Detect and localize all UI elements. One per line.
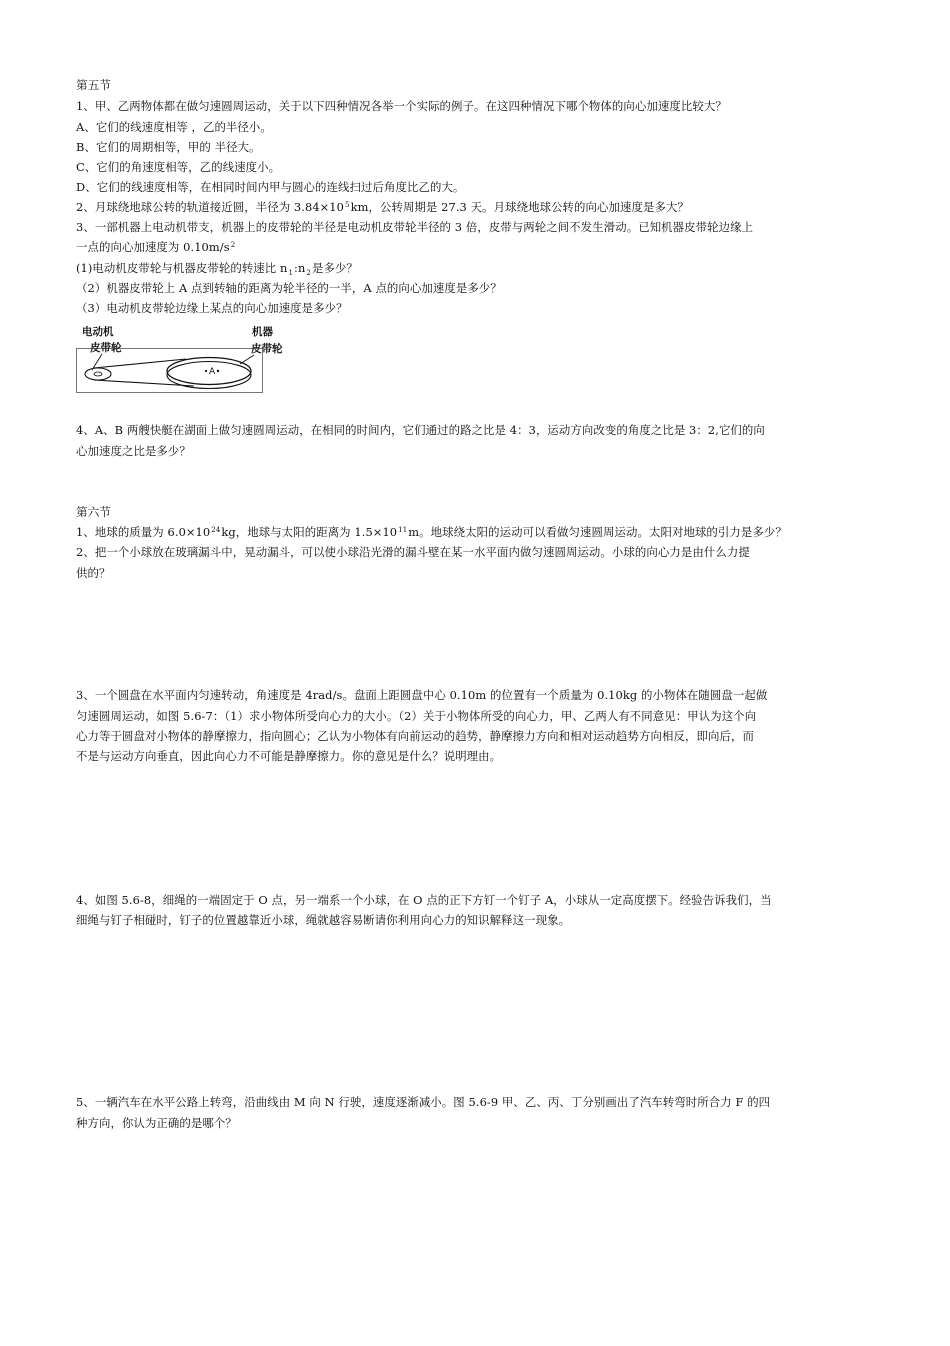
point-a-label: A	[209, 367, 216, 377]
question-5-3-subscript-2: 2	[306, 269, 311, 277]
question-5-2-exponent: 5	[345, 201, 350, 209]
question-5-3-line-2-text: 一点的向心加速度为 0.10m/s	[76, 240, 230, 254]
question-6-2-line-1: 2、把一个小球放在玻璃漏斗中，晃动漏斗，可以使小球沿光滑的漏斗壁在某一水平面内做匀速圆周运动。小球的向心力是由什么力提	[76, 545, 750, 559]
question-5-3-line-2	[76, 237, 881, 259]
machine-pulley-label-line-1: 机器	[252, 326, 273, 338]
question-5-2	[76, 197, 881, 219]
question-6-1-exponent-2: 11	[398, 526, 408, 534]
question-5-3-part-1-mid: :n	[294, 261, 306, 275]
center-dot	[217, 370, 219, 372]
section-title-5: 第五节	[76, 78, 112, 92]
question-6-1-text-mid: kg，地球与太阳的距离为 1.5×10	[221, 525, 398, 539]
question-6-3-line-2: 匀速圆周运动，如图 5.6-7：（1）求小物体所受向心力的大小。（2）关于小物体所受的向心力，甲、乙两人有不同意见：甲认为这个向	[76, 709, 757, 723]
question-5-3-part-1	[76, 258, 881, 280]
question-6-5-line-2: 种方向，你认为正确的是哪个？	[76, 1116, 237, 1130]
question-6-3-line-3: 心力等于圆盘对小物体的静摩擦力，指向圆心；乙认为小物体有向前运动的趋势，静摩擦力方向和相对运动趋势方向相反，即向后，而	[76, 729, 754, 743]
question-6-5-line-1: 5、一辆汽车在水平公路上转弯，沿曲线由 M 向 N 行驶，速度逐渐减小。图 5.6-9 甲、乙、丙、丁分别画出了汽车转弯时所合力 F 的四	[76, 1095, 771, 1109]
question-6-2-line-2: 供的？	[76, 566, 111, 580]
question-5-1-option-d: D、它们的线速度相等，在相同时间内甲与圆心的连线扫过后角度比乙的大。	[76, 180, 465, 194]
motor-pulley	[85, 368, 111, 380]
question-5-3-subscript-1: 1	[288, 269, 294, 277]
belt-pulley-figure	[76, 324, 283, 396]
belt-pulley-diagram	[76, 324, 283, 396]
question-5-2-text-before: 2、月球绕地球公转的轨道接近圆，半径为 3.84×10	[76, 200, 345, 214]
motor-pulley-label-line-2: 皮带轮	[90, 342, 122, 354]
question-5-1-option-a: A、它们的线速度相等 ，乙的半径小。	[76, 120, 272, 134]
question-5-2-text-after: km，公转周期是 27.3 天。月球绕地球公转的向心加速度是多大？	[350, 200, 689, 214]
question-5-3-part-1-before: (1)电动机皮带轮与机器皮带轮的转速比 n	[76, 261, 288, 275]
question-5-4-line-1: 4、A、B 两艘快艇在湖面上做匀速圆周运动，在相同的时间内，它们通过的路之比是 4：3，运动方向改变的角度之比是 3：2,它们的向	[76, 423, 765, 437]
question-5-3-exponent: 2	[230, 241, 236, 249]
point-a-marker	[205, 370, 207, 372]
question-6-3-line-1: 3、一个圆盘在水平面内匀速转动，角速度是 4rad/s。盘面上距圆盘中心 0.10m 的位置有一个质量为 0.10kg 的小物体在随圆盘一起做	[76, 688, 768, 702]
question-5-1-option-b: B、它们的周期相等，甲的 半径大。	[76, 140, 261, 154]
question-6-1-text-before: 1、地球的质量为 6.0×10	[76, 525, 211, 539]
question-5-3-part-2: （2）机器皮带轮上 A 点到转轴的距离为轮半径的一半，A 点的向心加速度是多少？	[76, 281, 502, 295]
question-5-1-stem: 1、甲、乙两物体都在做匀速圆周运动，关于以下四种情况各举一个实际的例子。在这四种情况下哪个物体的向心加速度比较大？	[76, 99, 727, 113]
question-6-1	[76, 522, 881, 544]
question-6-1-exponent-1: 24	[211, 526, 221, 534]
question-5-3-line-1: 3、一部机器上电动机带支，机器上的皮带轮的半径是电动机皮带轮半径的 3 倍，皮带与两轮之间不发生滑动。已知机器皮带轮边缘上	[76, 220, 754, 234]
section-title-6: 第六节	[76, 505, 112, 519]
question-5-1-option-c: C、它们的角速度相等，乙的线速度小。	[76, 160, 281, 174]
question-6-1-text-after: m。地球绕太阳的运动可以看做匀速圆周运动。太阳对地球的引力是多少？	[408, 525, 787, 539]
question-6-4-line-1: 4、如图 5.6-8，细绳的一端固定于 O 点，另一端系一个小球，在 O 点的正下方钉一个钉子 A，小球从一定高度摆下。经验告诉我们，当	[76, 893, 772, 907]
question-6-4-line-2: 细绳与钉子相碰时，钉子的位置越靠近小球，绳就越容易断请你利用向心力的知识解释这一现象。	[76, 913, 571, 927]
question-5-3-part-3: （3）电动机皮带轮边缘上某点的向心加速度是多少？	[76, 301, 348, 315]
machine-pulley-label-line-2: 皮带轮	[251, 343, 283, 355]
question-5-3-part-1-after: 是多少？	[311, 261, 358, 275]
motor-pulley-label-line-1: 电动机	[82, 326, 114, 338]
question-5-4-line-2: 心加速度之比是多少？	[76, 444, 191, 458]
question-6-3-line-4: 不是与运动方向垂直，因此向心力不可能是静摩擦力。你的意见是什么？说明理由。	[76, 749, 502, 763]
